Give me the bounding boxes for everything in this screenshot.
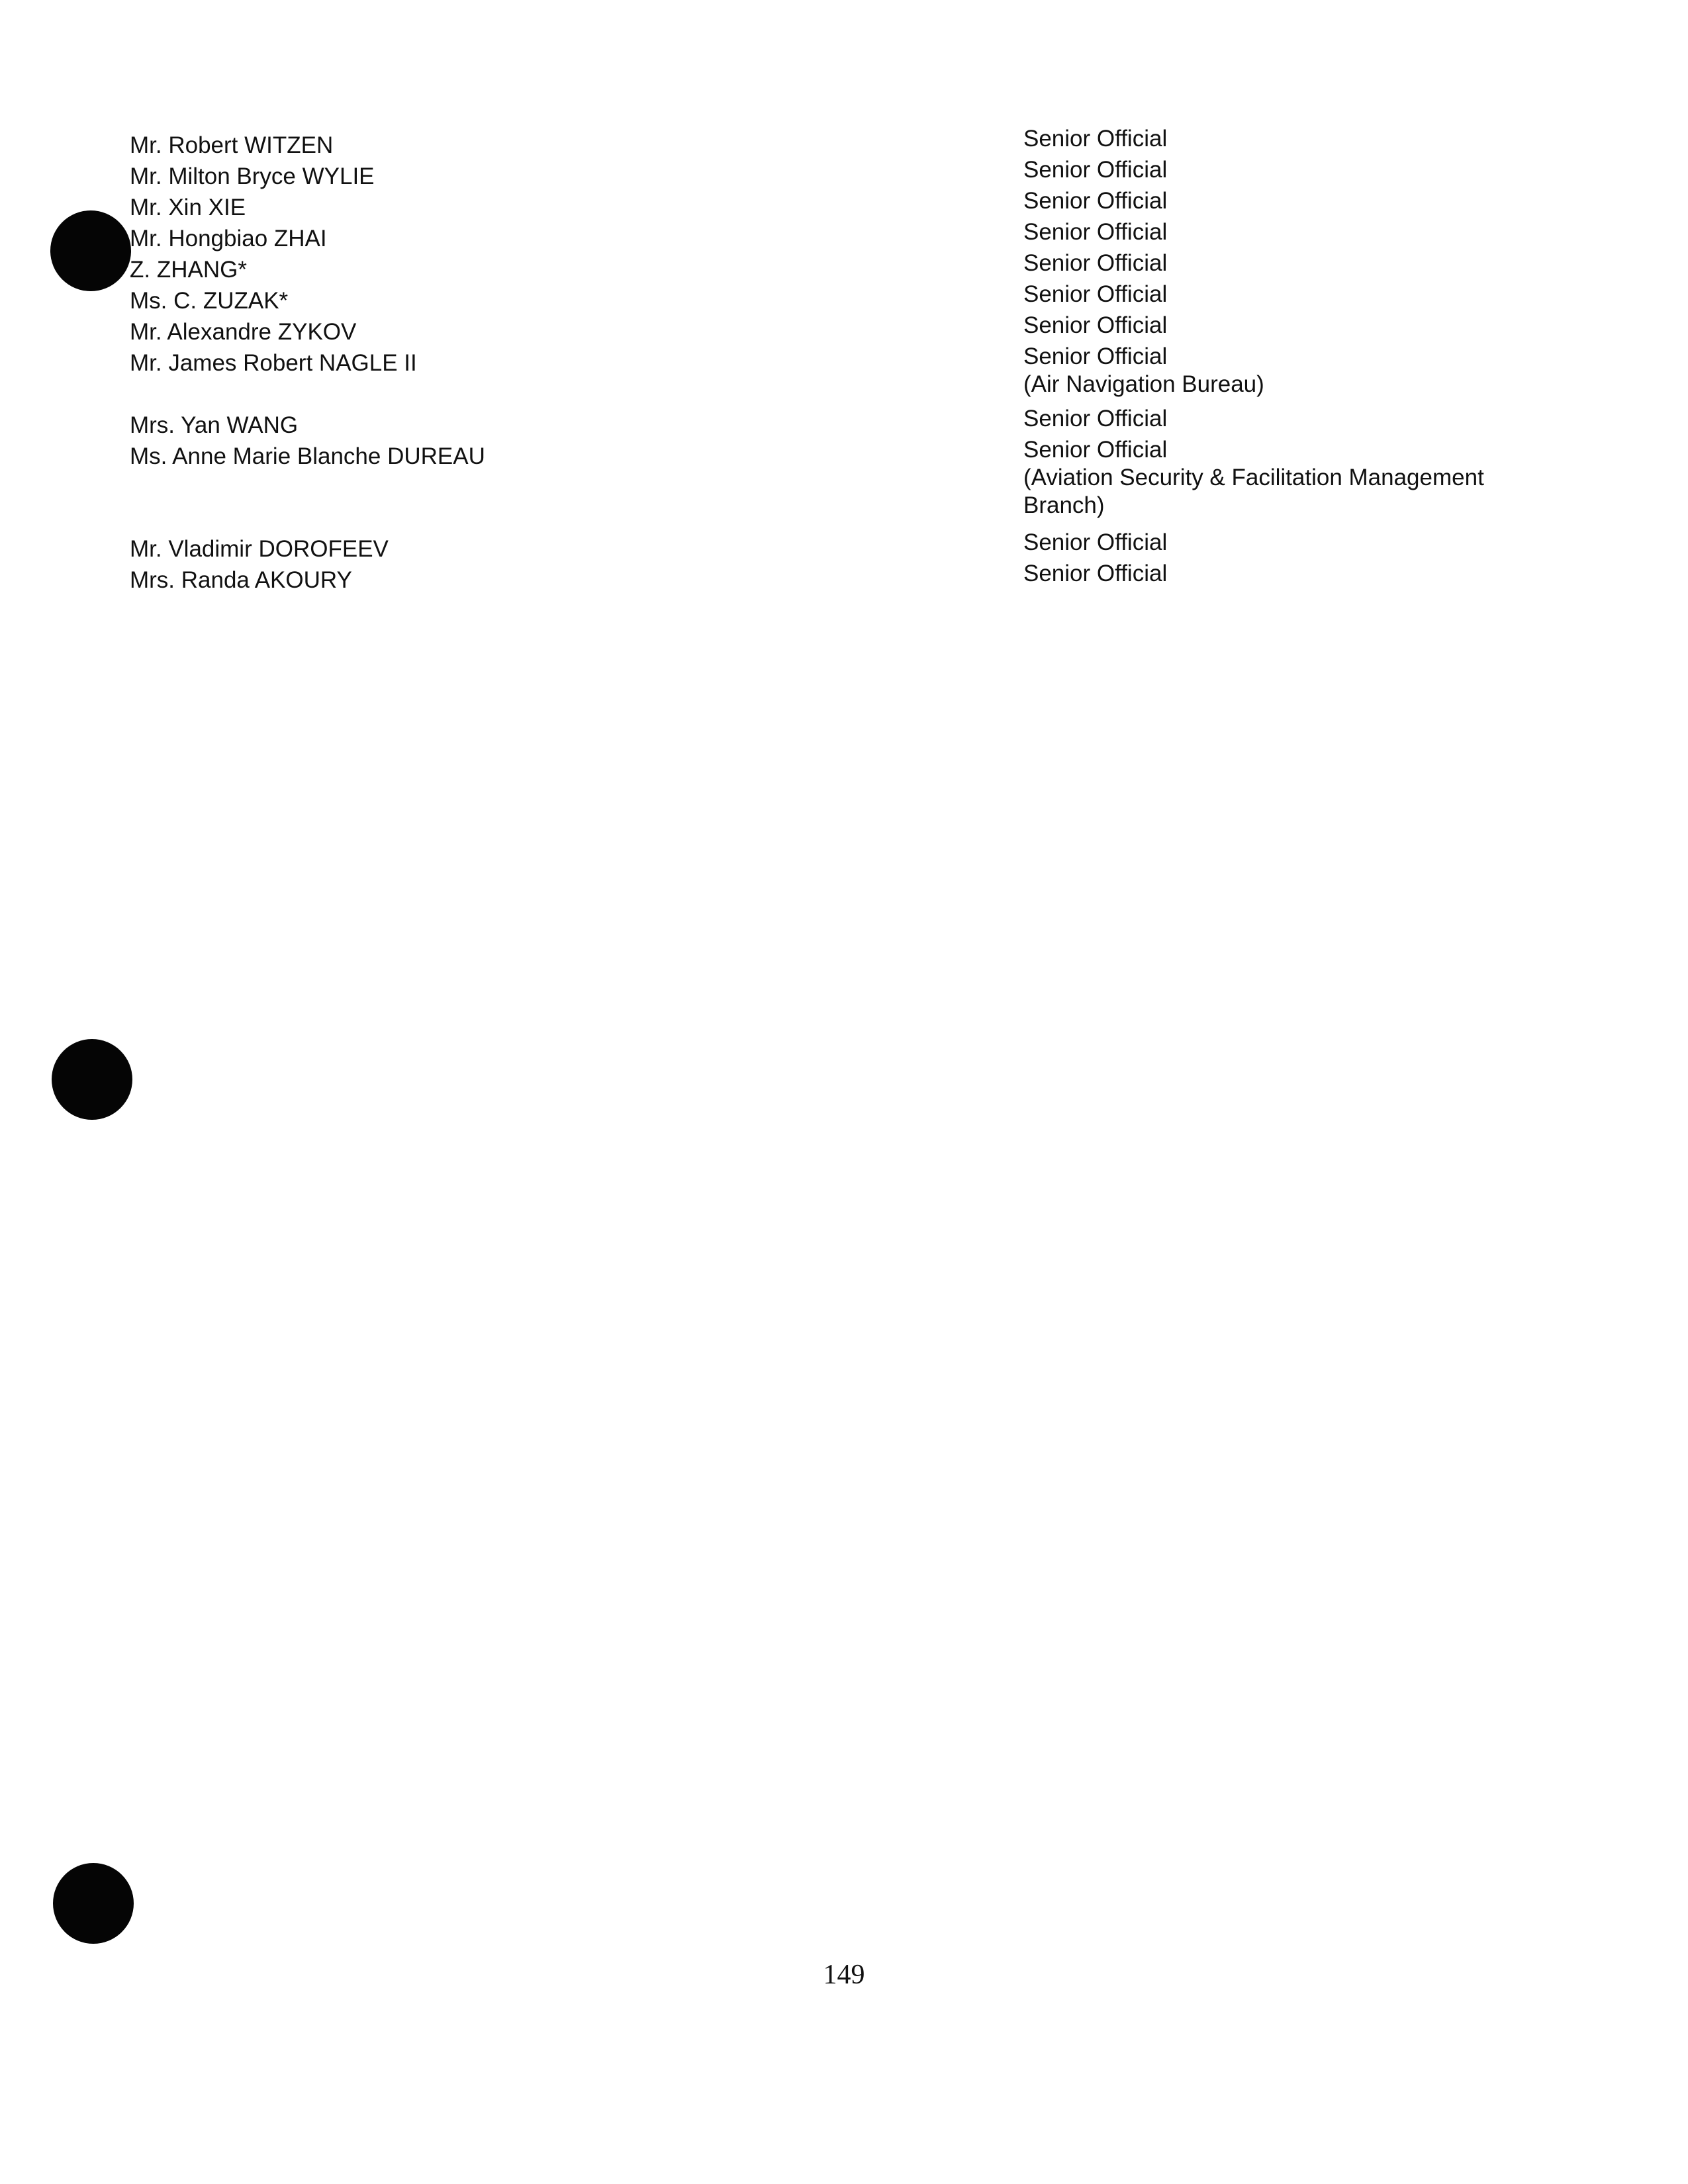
entry-role: Senior Official bbox=[1023, 343, 1168, 369]
entry-role: Senior Official bbox=[1023, 406, 1168, 432]
entry-role-note: (Aviation Security & Facilitation Management bbox=[1023, 465, 1484, 490]
entry-role: Senior Official bbox=[1023, 561, 1168, 586]
punch-hole-top bbox=[50, 210, 131, 291]
entry-role: Senior Official bbox=[1023, 529, 1168, 555]
entry-name: Mr. Alexandre ZYKOV bbox=[130, 319, 357, 345]
entry-name: Ms. C. ZUZAK* bbox=[130, 288, 289, 314]
entry-role: Senior Official bbox=[1023, 157, 1168, 183]
entry-name: Mrs. Yan WANG bbox=[130, 412, 299, 438]
entry-role: Senior Official bbox=[1023, 437, 1168, 463]
entry-name: Mr. Vladimir DOROFEEV bbox=[130, 536, 389, 562]
entry-name: Mr. Hongbiao ZHAI bbox=[130, 226, 327, 251]
entry-role: Senior Official bbox=[1023, 281, 1168, 307]
entry-name: Mr. Robert WITZEN bbox=[130, 132, 334, 158]
entry-role: Senior Official bbox=[1023, 188, 1168, 214]
entry-name: Mr. Xin XIE bbox=[130, 195, 246, 220]
entry-role: Senior Official bbox=[1023, 126, 1168, 152]
entry-name: Ms. Anne Marie Blanche DUREAU bbox=[130, 443, 485, 469]
entry-name: Mrs. Randa AKOURY bbox=[130, 567, 352, 593]
entry-role: Senior Official bbox=[1023, 312, 1168, 338]
entry-role-note: (Air Navigation Bureau) bbox=[1023, 371, 1264, 397]
punch-hole-bottom bbox=[53, 1863, 134, 1944]
entry-role-note: Branch) bbox=[1023, 492, 1105, 518]
page-number: 149 bbox=[823, 1960, 865, 1990]
entry-name: Z. ZHANG* bbox=[130, 257, 247, 283]
punch-hole-middle bbox=[52, 1039, 132, 1120]
entry-name: Mr. Milton Bryce WYLIE bbox=[130, 163, 375, 189]
entry-role: Senior Official bbox=[1023, 250, 1168, 276]
entry-name: Mr. James Robert NAGLE II bbox=[130, 350, 417, 376]
entry-role: Senior Official bbox=[1023, 219, 1168, 245]
